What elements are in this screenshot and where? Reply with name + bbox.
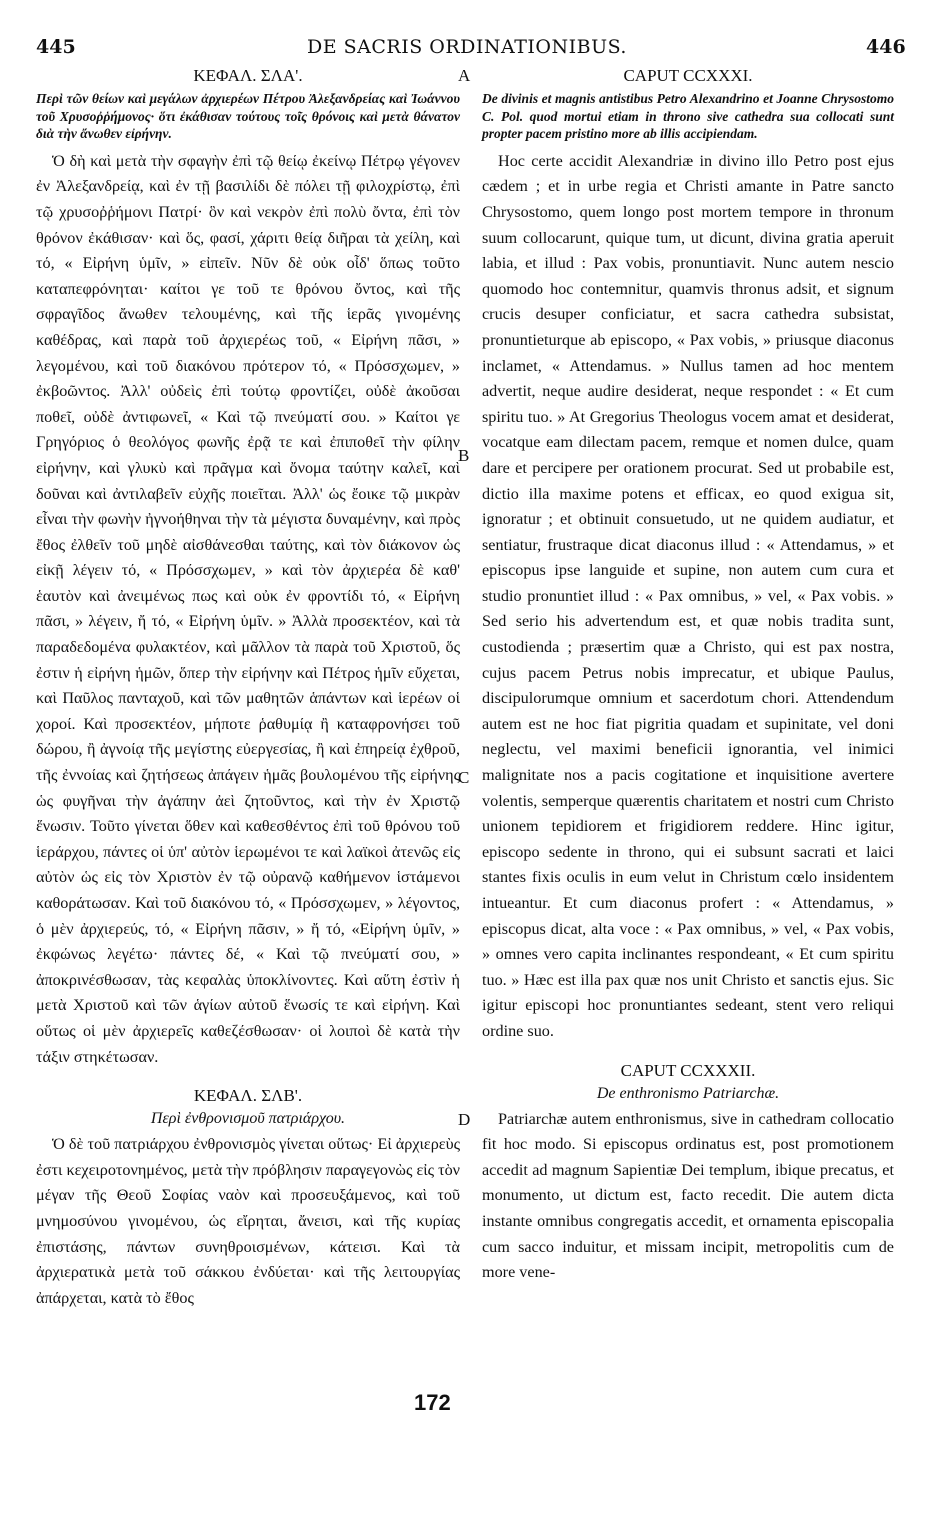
chapter-231-greek-title: ΚΕΦΑΛ. ΣΛΑ'. bbox=[193, 66, 303, 85]
chapter-231-latin-subtitle: De divinis et magnis antistibus Petro Alexandrino et Joanne Chrysostomo C. Pol. quod mortui etiam in throno sive cathedra sua collocati sunt propter pacem pristino more ab illis accipiendam. bbox=[482, 91, 894, 142]
running-head: DE SACRIS ORDINATIONIBUS. bbox=[307, 36, 627, 58]
chapter-232-greek-title: ΚΕΦΑΛ. ΣΛΒ'. bbox=[193, 1086, 303, 1106]
chapter-232-greek-subtitle: Περὶ ἐνθρονισμοῦ πατριάρχου. bbox=[150, 1110, 346, 1128]
chapter-232-latin-subtitle: De enthronismo Patriarchæ. bbox=[596, 1084, 780, 1102]
chapter-231-greek-text: Ὁ δὴ καὶ μετὰ τὴν σφαγὴν ἐπὶ τῷ θείῳ ἐκείνῳ Πέτρῳ γέγονεν ἐν Ἀλεξανδρείᾳ, καὶ ἐν τῇ βασιλίδι δὲ πόλει τῇ φιλοχρίστῳ, ἐπὶ τῷ χρυσοῤῥήμονι Πατρί· ὃν καὶ νεκρὸν ἐπὶ πολὺ ὄντα, ἐπὶ τὸν θρόνον ἐκάθισαν· καὶ ὅς, φασί, χάριτι θείᾳ διῆραι τὰ χείλη, καὶ τό, « Εἰρήνη ὑμῖν, » εἰπεῖν. Νῦν δὲ οὐκ οἶδ' ὅπως τοῦτο καταπεφρόνηται· καίτοι γε τοῦ τε θρόνου ὄντος, καὶ τῆς σφραγῖδος ἄνωθεν τελουμένης, καὶ τῆς ἱερᾶς γινομένης καθέδρας, καὶ παρὰ τοῦ ἀρχιερέως τοῦ, « Εἰρήνη πᾶσι, » λεγομένου, καὶ τοῦ διακόνου πρότερον τό, « Πρόσσχωμεν, » ἐκβοῶντος. Ἀλλ' οὐδεὶς ἐπὶ τούτῳ φροντίζει, οὐδὲ ἀκοῦσαι ποθεῖ, οὐδὲ ἀντιφωνεῖ, « Καὶ τῷ πνεύματί σου. » Καίτοι γε Γρηγόριος ὁ θεολόγος φωνῆς ἐρᾷ τε καὶ ἐπιποθεῖ τὴν φίλην εἰρήνην, καὶ γλυκὺ καὶ πρᾶγμα καὶ ὄνομα ταύτην καλεῖ, καὶ δοῦναι καὶ ἀντιλαβεῖν εὐχῆς ποιεῖται. Ἀλλ' ὡς ἔοικε τῷ μικρὰν εἶναι τὴν φωνὴν ἠγνοήθηναι τὴν τὰ μέγιστα δυναμένην, καὶ πρὸς ἔθος ἐλθεῖν τοῦ μηδὲ αἰσθάνεσθαι ταύτης, καὶ τὸν διάκονον ὡς εἰκῇ λέγειν τό, « Πρόσσχωμεν, » καὶ τὸν ἀρχιερέα δὲ καθ' ἑαυτὸν καὶ ἀνειμένως πως καὶ οὐκ ἐν φροντίδι τό, « Εἰρήνη πᾶσι, » λέγειν, ἤ τό, « Εἰρήνη ὑμῖν. » Ἀλλὰ προσεκτέον, καὶ τὰ παραδεδομένα φυλακτέον, καὶ μᾶλλον τὰ παρὰ τοῦ Χριστοῦ, ὅς ἐστιν ἡ εἰρήνη ἡμῶν, ὅπερ τὴν εἰρήνην καὶ Πέτρος ἡμῖν εὔχεται, καὶ Παῦλος πανταχοῦ, καὶ τῶν μαθητῶν ἁπάντων καὶ ἱερέων οἱ χοροί. Καὶ προσεκτέον, μήποτε ῥαθυμίᾳ ἢ καταφρονήσει τοῦ δώρου, ἢ ἀγνοίᾳ τῆς μεγίστης εὐεργεσίας, ἢ καὶ ἐπηρείᾳ ἐχθροῦ, τῆς ἐννοίας καὶ ζητήσεως ἀπάγειν ἡμᾶς βουλομένου τῆς εἰρήνης ὡς φυγῆναι τὴν ἀγάπην ἀεὶ ζητοῦντος, καὶ τὴν ἐν Χριστῷ ἕνωσιν. Τοῦτο γίνεται ὅθεν καὶ καθεσθέντος ἐπὶ τοῦ θρόνου τοῦ ἱεράρχου, πάντες οἱ ὑπ' αὐτὸν ἱερωμένοι τε καὶ λαϊκοὶ ἀτενῶς εἰς αὐτὸν ὡς εἰς τὸν Χριστὸν ἐν τῷ οὐρανῷ καθήμενον ἱστάμενοι καθοράτωσαν. Καὶ τοῦ διακόνου τό, « Πρόσσχωμεν, » λέγοντος, ὁ μὲν ἀρχιερεύς, τό, « Εἰρήνη πᾶσιν, » ἤ τό, «Εἰρήνη ὑμῖν, » ἐκφώνως λεγέτω· πάντες δέ, « Καὶ τῷ πνεύματί σου, » ἀποκρινέσθωσαν, τὰς κεφαλὰς ὑποκλίνοντες. Καὶ αὕτη ἐστὶν ἡ μετὰ Χριστοῦ καὶ τῶν ἁγίων αὐτοῦ ἕνωσίς τε καὶ εἰρήνη. Καὶ οὕτως οἱ μὲν ἀρχιερεῖς καθεζέσθωσαν· οἱ λοιποὶ δὲ κατὰ τὴν τάξιν στηκέτωσαν. bbox=[36, 151, 460, 1066]
page-number-right: 446 bbox=[866, 36, 906, 58]
margin-letter-d: D bbox=[458, 1110, 471, 1129]
chapter-231-latin-text: Hoc certe accidit Alexandriæ in divino illo Petro post ejus cædem ; et in urbe regia et Christi amante in Patre sancto Chrysostomo, quem longo post mortem tempore in thronum suum collocarunt, quique tum, ut dicunt, divina gratia aperuit labia, et illud : Pax vobis, pronuntiavit. Nunc autem nescio quomodo hoc contemnitur, quamvis thronus adsit, et signum crucis desuper conficiatur, et sacra cathedra subsistat, pronuntieturque ab episcopo, « Pax vobis, » priusque diaconus inclamet, « Attendamus. » Nullus tamen ad hoc mentem advertit, neque audire desiderat, neque respondet : « Et cum spiritu tuo. » At Gregorius Theologus vocem amat et desiderat, vocatque eam dilectam pacem, remque et nomen dulce, quam dare et percipere per orationem procurat. Sed ut probabile est, dictio illa maxime potens et efficax, eo quod exigua sit, ignoratur ; et obtinuit consuetudo, ut ne quidem audiatur, et sentiatur, frustraque dicat diaconus illud : « Attendamus, » et episcopus ipse languide et supine, non autem cum cura et studio pronuntiet illud : « Pax omnibus, » vel, « Pax vobis. » Sed serio his advertendum est, et quæ nobis tradita sunt, custodienda ; præsertim quæ a Christo, qui est pax nostra, cujus pacem Petrus nobis imprecatur, et ubique Paulus, discipulorumque omnium et sacerdotum chori. Attendendum autem est ne hoc fiat pigritia quadam et supinitate, vel doni neglectu, vel maximi beneficii ignorantia, vel inimici malignitate nos a pacis cogitatione et inquisitione avertere volentis, semperque quærentis charitatem et nostri cum Christo unionem tepidiorem et frigidiorem reddere. Hinc igitur, episcopo sedente in throno, qui ei subsunt sacrati et laici stantes fixis oculis in eum velut in Christum cœlo insidentem intueantur. Et cum diaconus profert : « Attendamus, » episcopus dicat, alta voce : « Pax omnibus, » vel, « Pax vobis, » omnes vero capita inclinantes respondeant, « Et cum spiritu tuo. » Hæc est illa pax quæ nos unit Christo et sanctis ejus. Sic igitur episcopi hoc pronuntiantes sedeant, stent vero reliqui ordine suo. bbox=[482, 151, 894, 1040]
greek-column bbox=[36, 66, 460, 1311]
latin-column bbox=[482, 66, 894, 1286]
margin-number: 172 bbox=[414, 1390, 451, 1415]
page-number-left: 445 bbox=[36, 36, 76, 58]
margin-letter-b: B bbox=[458, 446, 470, 465]
chapter-232-latin-title: CAPUT CCXXXII. bbox=[620, 1060, 756, 1080]
chapter-232-latin-text: Patriarchæ autem enthronismus, sive in cathedram collocatio fit hoc modo. Si episcopus ordinatus est, post promotionem accedit ad magnum Sapientiæ Dei templum, ibique precatus, et monumento, ut dictum est, facto recedit. Die autem dicta instante omnibus congregatis accedit, et ornamenta episcopalia cum sacco induitur, et missam incipit, metropolitis cum de more vene- bbox=[482, 1109, 894, 1282]
margin-letter-a: A bbox=[458, 66, 471, 85]
chapter-232-greek-text: Ὁ δὲ τοῦ πατριάρχου ἐνθρονισμὸς γίνεται οὕτως· Εἰ ἀρχιερεὺς ἐστι κεχειροτονημένος, μετὰ τὴν πρόβλησιν παραγεγονὼς εἰς τὸν μέγαν τῆς Θεοῦ Σοφίας ναὸν καὶ προσευξάμενος, καὶ τοῦ μνημοσύνου γινομένου, ὡς εἴρηται, ἄνεισι, καὶ τῆς κυρίας ἐπιστάσης, πάντων συνηθροισμένων, κάτεισι. Καὶ τὰ ἀρχιερατικὰ μετὰ τοῦ σάκκου ἐνδύεται· καὶ τῆς λειτουργίας ἀπάρχεται, κατὰ τὸ ἔθος bbox=[36, 1135, 460, 1307]
margin-letter-c: C bbox=[458, 768, 470, 787]
chapter-231-latin-title: CAPUT CCXXXI. bbox=[623, 66, 753, 85]
chapter-231-greek-subtitle: Περὶ τῶν θείων καὶ μεγάλων ἀρχιερέων Πέτρου Ἀλεξανδρείας καὶ Ἰωάννου τοῦ Χρυσοῤῥήμονος· ὅτι ἐκάθισαν τούτους τοῖς θρόνοις καὶ μετὰ θάνατον διὰ τὴν ἄνωθεν εἰρήνην. bbox=[36, 91, 460, 142]
